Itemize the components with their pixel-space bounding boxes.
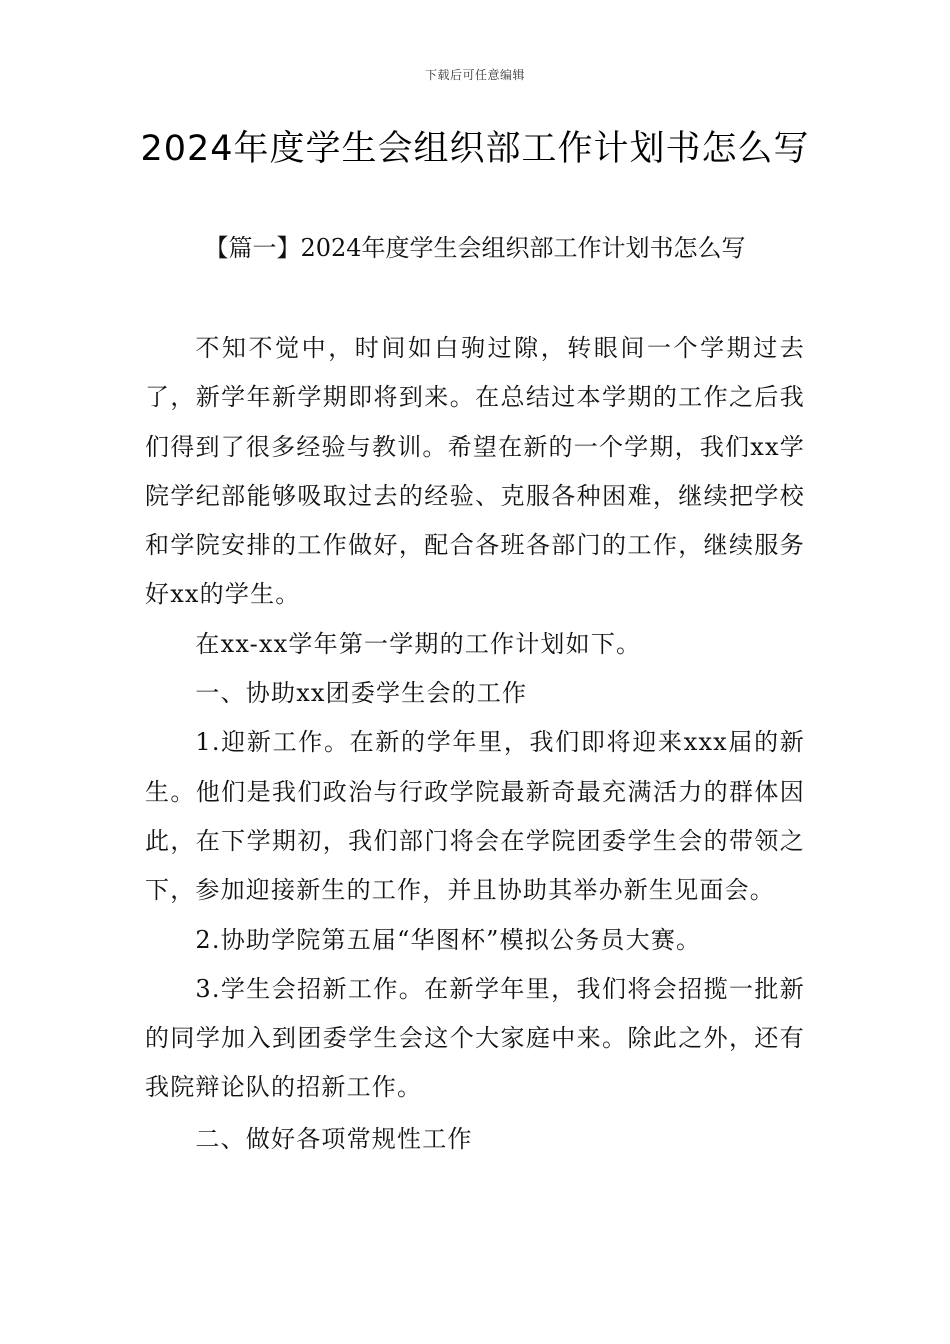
paragraph-item-1: 1.迎新工作。在新的学年里，我们即将迎来xxx届的新生。他们是我们政治与行政学院最新奇最充满活力的群体因此，在下学期初，我们部门将会在学院团委学生会的带领之下，参加迎接新生的工作，并且协助其举办新生见面会。 xyxy=(145,728,805,905)
header-note: 下载后可任意编辑 xyxy=(424,68,525,82)
paragraph-intro: 不知不觉中，时间如白驹过隙，转眼间一个学期过去了，新学年新学期即将到来。在总结过本学期的工作之后我们得到了很多经验与教训。希望在新的一个学期，我们xx学院学纪部能够吸取过去的经验、克服各种困难，继续把学校和学院安排的工作做好，配合各班各部门的工作，继续服务好xx的学生。 xyxy=(145,334,805,609)
paragraph-heading-two: 二、做好各项常规性工作 xyxy=(195,1124,473,1153)
paragraph-item-3: 3.学生会招新工作。在新学年里，我们将会招揽一批新的同学加入到团委学生会这个大家庭中来。除此之外，还有我院辩论队的招新工作。 xyxy=(145,974,805,1102)
paragraph-plan-intro: 在xx-xx学年第一学期的工作计划如下。 xyxy=(195,629,642,658)
document-body xyxy=(145,324,805,1164)
document-title: 2024年度学生会组织部工作计划书怎么写 xyxy=(140,129,810,169)
section-heading: 【篇一】2024年度学生会组织部工作计划书怎么写 xyxy=(204,234,746,262)
paragraph-item-2: 2.协助学院第五届“华图杯”模拟公务员大赛。 xyxy=(195,925,702,954)
paragraph-heading-one: 一、协助xx团委学生会的工作 xyxy=(195,679,528,708)
